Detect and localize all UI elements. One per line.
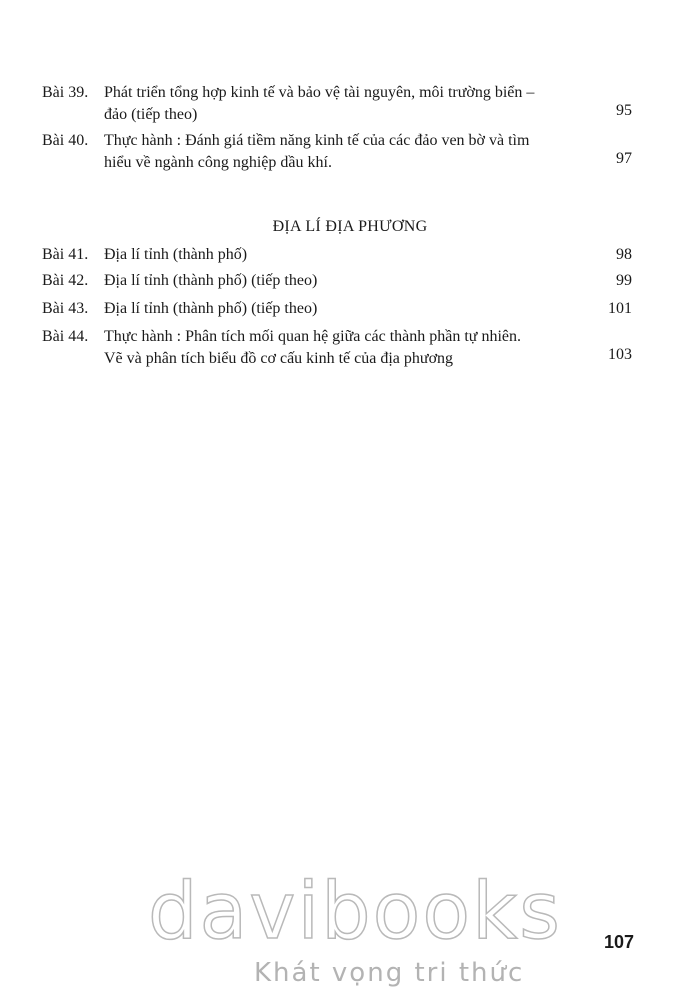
toc-entry [42, 326, 634, 370]
lesson-title-line: Thực hành : Đánh giá tiềm năng kinh tế của các đảo ven bờ và tìm [104, 132, 530, 149]
lesson-title [104, 270, 574, 292]
page-number: 99 [616, 272, 632, 289]
toc-entry [42, 298, 634, 320]
watermark-tagline: Khát vọng tri thức [254, 958, 525, 988]
page-number: 103 [608, 346, 632, 363]
lesson-number: Bài 42. [42, 272, 89, 289]
lesson-title-line: Địa lí tỉnh (thành phố) (tiếp theo) [104, 300, 318, 317]
page-number: 97 [616, 150, 632, 167]
toc-entry [42, 244, 634, 266]
lesson-title-line: Thực hành : Phân tích mối quan hệ giữa các thành phần tự nhiên. [104, 328, 522, 345]
lesson-title-line: Địa lí tỉnh (thành phố) (tiếp theo) [104, 272, 318, 289]
page-number: 95 [616, 102, 632, 119]
lesson-title [104, 244, 574, 266]
page-number: 101 [608, 300, 632, 317]
page-number: 98 [616, 246, 632, 263]
watermark-logo: davibooks [148, 867, 562, 957]
lesson-title-line: hiểu về ngành công nghiệp dầu khí. [104, 154, 332, 171]
lesson-number: Bài 41. [42, 246, 89, 263]
lesson-title-line: đảo (tiếp theo) [104, 106, 198, 123]
toc-entry [42, 82, 634, 126]
lesson-number: Bài 44. [42, 328, 89, 345]
lesson-title-line: Phát triển tổng hợp kinh tế và bảo vệ tài nguyên, môi trường biển – [104, 84, 535, 101]
lesson-title [104, 82, 574, 126]
toc-entry [42, 270, 634, 292]
lesson-number: Bài 40. [42, 132, 89, 149]
lesson-title-line: Vẽ và phân tích biểu đồ cơ cấu kinh tế của địa phương [104, 350, 454, 367]
lesson-number: Bài 39. [42, 84, 89, 101]
lesson-title [104, 326, 574, 370]
lesson-title [104, 298, 574, 320]
lesson-number: Bài 43. [42, 300, 89, 317]
lesson-title-line: Địa lí tỉnh (thành phố) [104, 246, 248, 263]
section-title: ĐỊA LÍ ĐỊA PHƯƠNG [272, 218, 428, 235]
lesson-title [104, 130, 574, 174]
folio-page-number: 107 [603, 932, 634, 952]
toc-entry [42, 130, 634, 174]
